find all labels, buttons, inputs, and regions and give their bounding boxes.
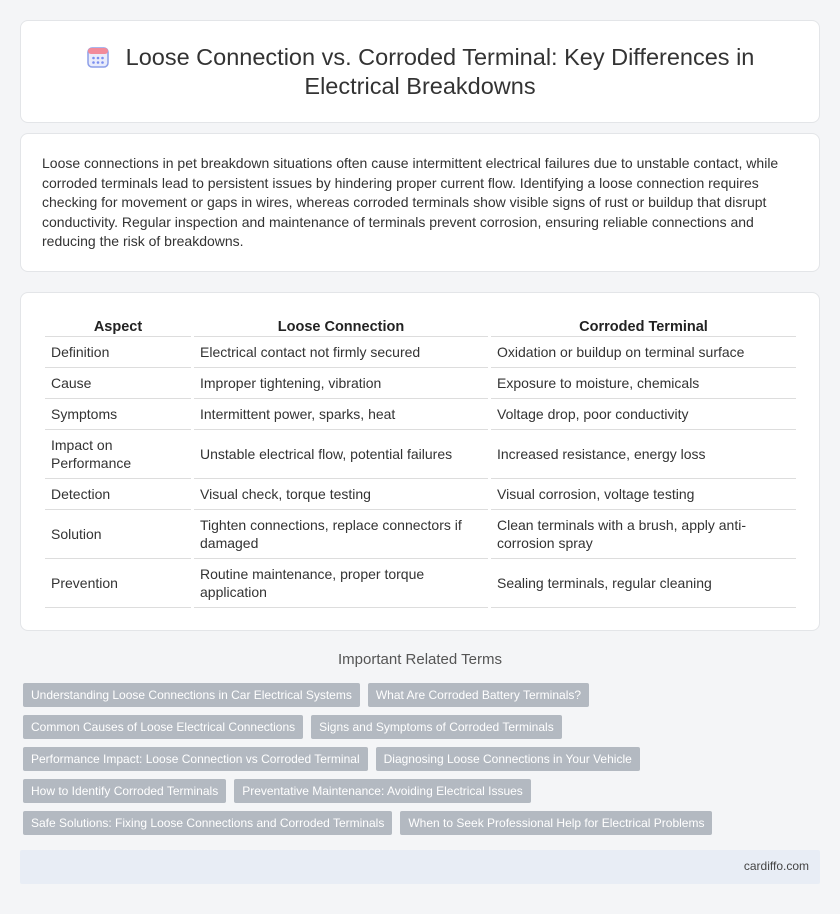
table-cell: Cause [45,368,191,399]
table-cell: Oxidation or buildup on terminal surface [491,337,796,368]
intro-card [20,133,820,272]
table-row [45,430,796,479]
related-term-tag[interactable]: When to Seek Professional Help for Electrical Problems [400,811,712,835]
table-cell: Sealing terminals, regular cleaning [491,559,796,608]
table-cell: Symptoms [45,399,191,430]
footer [20,850,820,884]
table-cell: Unstable electrical flow, potential failures [194,430,488,479]
table-cell: Voltage drop, poor conductivity [491,399,796,430]
title-card [20,20,820,123]
table-cell: Definition [45,337,191,368]
table-cell: Visual corrosion, voltage testing [491,479,796,510]
related-term-tag[interactable]: Preventative Maintenance: Avoiding Electrical Issues [234,779,531,803]
related-term-tag[interactable]: Signs and Symptoms of Corroded Terminals [311,715,562,739]
page-title-line2: Electrical Breakdowns [304,73,536,99]
table-cell: Increased resistance, energy loss [491,430,796,479]
comparison-table [42,317,799,608]
table-cell: Exposure to moisture, chemicals [491,368,796,399]
table-row [45,399,796,430]
table-cell: Detection [45,479,191,510]
related-term-tag[interactable]: Performance Impact: Loose Connection vs Corroded Terminal [23,747,368,771]
calendar-icon [86,45,110,69]
related-term-tag[interactable]: Understanding Loose Connections in Car Electrical Systems [23,683,360,707]
table-cell: Clean terminals with a brush, apply anti-corrosion spray [491,510,796,559]
footer-site-link[interactable]: cardiffo.com [743,859,809,873]
table-header-loose-connection: Loose Connection [194,317,488,337]
table-row [45,479,796,510]
intro-paragraph: Loose connections in pet breakdown situations often cause intermittent electrical failures due to unstable contact, while corroded terminals lead to persistent issues by hindering proper current flow. Identifying a loose connection requires checking for movement or gaps in wires, whereas corroded terminals show visible signs of rust or buildup that disrupt conductivity. Regular inspection and maintenance of terminals prevent corrosion, ensuring reliable connections and reducing the risk of breakdowns. [42,155,779,249]
table-row [45,368,796,399]
table-header-corroded-terminal: Corroded Terminal [491,317,796,337]
table-row [45,337,796,368]
related-term-tag[interactable]: Safe Solutions: Fixing Loose Connections and Corroded Terminals [23,811,392,835]
table-row [45,510,796,559]
table-cell: Electrical contact not firmly secured [194,337,488,368]
table-cell: Tighten connections, replace connectors if damaged [194,510,488,559]
related-terms-list [23,683,823,843]
table-cell: Visual check, torque testing [194,479,488,510]
table-cell: Impact on Performance [45,430,191,479]
table-cell: Intermittent power, sparks, heat [194,399,488,430]
related-terms-heading: Important Related Terms [338,651,502,668]
page-title: Loose Connection vs. Corroded Terminal: Key Differences in [125,44,755,70]
related-term-tag[interactable]: What Are Corroded Battery Terminals? [368,683,589,707]
table-cell: Prevention [45,559,191,608]
table-header-aspect: Aspect [45,317,191,337]
table-cell: Improper tightening, vibration [194,368,488,399]
related-term-tag[interactable]: Diagnosing Loose Connections in Your Vehicle [376,747,640,771]
related-term-tag[interactable]: Common Causes of Loose Electrical Connections [23,715,303,739]
table-row [45,559,796,608]
related-term-tag[interactable]: How to Identify Corroded Terminals [23,779,226,803]
table-cell: Solution [45,510,191,559]
comparison-table-card [20,292,820,631]
table-cell: Routine maintenance, proper torque application [194,559,488,608]
